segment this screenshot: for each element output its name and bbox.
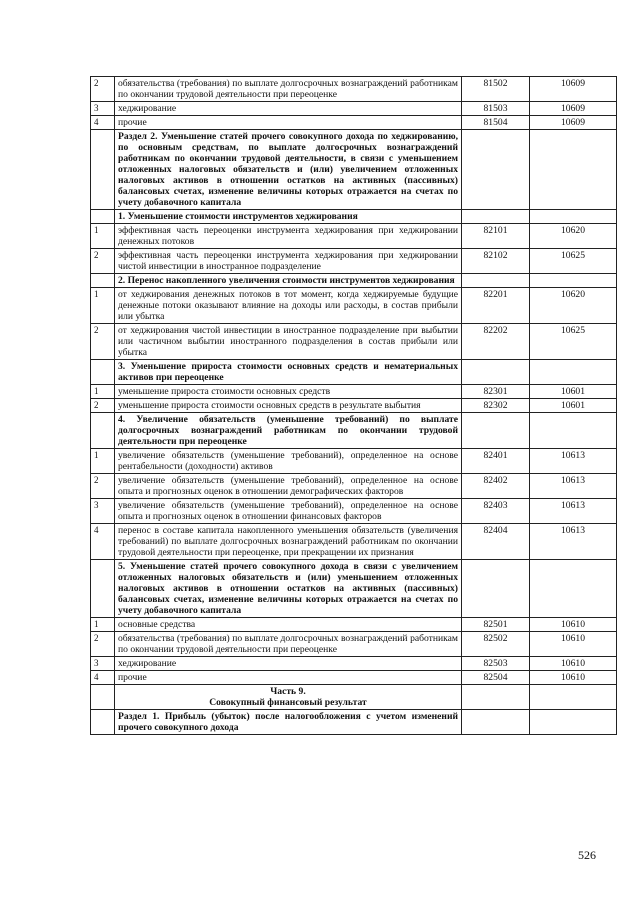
row-number [91, 274, 115, 288]
section-heading-row [91, 130, 617, 210]
row-number: 1 [91, 288, 115, 324]
table-row [91, 385, 617, 399]
table-row [91, 618, 617, 632]
row-number [91, 685, 115, 710]
row-text: уменьшение прироста стоимости основных средств в результате выбытия [115, 399, 462, 413]
row-number: 2 [91, 399, 115, 413]
account-number: 10613 [530, 474, 617, 499]
chart-of-accounts-table [90, 76, 617, 735]
symbol-code: 82202 [462, 324, 530, 360]
account-number: 10613 [530, 499, 617, 524]
row-number: 1 [91, 449, 115, 474]
account-number [530, 210, 617, 224]
account-number: 10620 [530, 224, 617, 249]
account-number [530, 274, 617, 288]
table-body [91, 77, 617, 735]
account-number [530, 360, 617, 385]
row-text: увеличение обязательств (уменьшение требований), определенное на основе опыта и прогнозных оценок в отношении финансовых факторов [115, 499, 462, 524]
table-row [91, 474, 617, 499]
row-number [91, 710, 115, 735]
row-text: Раздел 1. Прибыль (убыток) после налогообложения с учетом изменений прочего совокупного дохода [115, 710, 462, 735]
account-number: 10610 [530, 657, 617, 671]
account-number [530, 130, 617, 210]
row-number: 1 [91, 224, 115, 249]
account-number: 10601 [530, 385, 617, 399]
symbol-code [462, 560, 530, 618]
symbol-code: 81502 [462, 77, 530, 102]
row-text: основные средства [115, 618, 462, 632]
table-row [91, 102, 617, 116]
symbol-code [462, 710, 530, 735]
symbol-code: 82504 [462, 671, 530, 685]
row-number: 4 [91, 524, 115, 560]
table-row [91, 288, 617, 324]
page-number: 526 [578, 848, 596, 862]
symbol-code: 82102 [462, 249, 530, 274]
section-heading-row [91, 274, 617, 288]
symbol-code [462, 360, 530, 385]
row-text: увеличение обязательств (уменьшение требований), определенное на основе рентабельности (доходности) активов [115, 449, 462, 474]
row-text: обязательства (требования) по выплате долгосрочных вознаграждений работникам по окончании трудовой деятельности при переоценке [115, 77, 462, 102]
row-number: 1 [91, 618, 115, 632]
account-number [530, 685, 617, 710]
row-text: эффективная часть переоценки инструмента хеджирования при хеджировании денежных потоков [115, 224, 462, 249]
symbol-code: 82501 [462, 618, 530, 632]
table-row [91, 524, 617, 560]
row-text: прочие [115, 671, 462, 685]
symbol-code: 82402 [462, 474, 530, 499]
table-row [91, 399, 617, 413]
table-row [91, 324, 617, 360]
table-row [91, 632, 617, 657]
row-number: 2 [91, 474, 115, 499]
row-number [91, 130, 115, 210]
table-row [91, 116, 617, 130]
section-heading-row [91, 413, 617, 449]
row-number [91, 360, 115, 385]
table-row [91, 249, 617, 274]
account-number: 10610 [530, 671, 617, 685]
section-heading-row [91, 210, 617, 224]
symbol-code: 82301 [462, 385, 530, 399]
row-text: прочие [115, 116, 462, 130]
account-number: 10609 [530, 116, 617, 130]
table-row [91, 224, 617, 249]
row-text: Часть 9. Совокупный финансовый результат [115, 685, 462, 710]
row-number [91, 413, 115, 449]
account-number [530, 413, 617, 449]
table-row [91, 77, 617, 102]
account-number: 10610 [530, 632, 617, 657]
part-heading-row [91, 685, 617, 710]
symbol-code: 82503 [462, 657, 530, 671]
row-number: 4 [91, 671, 115, 685]
row-number: 3 [91, 102, 115, 116]
account-number: 10625 [530, 249, 617, 274]
row-text: эффективная часть переоценки инструмента хеджирования при хеджировании чистой инвестиции в иностранное подразделение [115, 249, 462, 274]
row-text: 4. Увеличение обязательств (уменьшение требований) по выплате долгосрочных вознаграждений работникам по окончании трудовой деятельности при переоценке [115, 413, 462, 449]
account-number: 10613 [530, 449, 617, 474]
row-number: 1 [91, 385, 115, 399]
section-heading-row [91, 360, 617, 385]
row-text: обязательства (требования) по выплате долгосрочных вознаграждений работникам по окончании трудовой деятельности при переоценке [115, 632, 462, 657]
row-text: 3. Уменьшение прироста стоимости основных средств и нематериальных активов при переоценке [115, 360, 462, 385]
symbol-code [462, 413, 530, 449]
symbol-code: 82404 [462, 524, 530, 560]
account-number: 10609 [530, 77, 617, 102]
row-text: 5. Уменьшение статей прочего совокупного дохода в связи с увеличением отложенных налоговых обязательств и (или) уменьшением отложенных налоговых активов в отношении остатков на активных (пассивных) балансовых счетах, изменение величины которых отражается на счетах по учету добавочного капитала [115, 560, 462, 618]
section-heading-row [91, 560, 617, 618]
symbol-code [462, 274, 530, 288]
row-number: 2 [91, 249, 115, 274]
row-number [91, 560, 115, 618]
row-number [91, 210, 115, 224]
table-row [91, 499, 617, 524]
table-row [91, 657, 617, 671]
symbol-code [462, 130, 530, 210]
account-number: 10620 [530, 288, 617, 324]
row-text: Раздел 2. Уменьшение статей прочего совокупного дохода по хеджированию, по основным средствам, по выплате долгосрочных вознаграждений работникам по окончании трудовой деятельности, в связи с уменьшением отложенных налоговых обязательств и (или) увеличением отложенных налоговых активов в отношении остатков на активных (пассивных) балансовых счетах, изменение величины которых отражается на счетах по учету добавочного капитала [115, 130, 462, 210]
symbol-code: 82403 [462, 499, 530, 524]
section-heading-row [91, 710, 617, 735]
table-row [91, 449, 617, 474]
row-text: уменьшение прироста стоимости основных средств [115, 385, 462, 399]
row-text: увеличение обязательств (уменьшение требований), определенное на основе опыта и прогнозных оценок в отношении демографических факторов [115, 474, 462, 499]
row-number: 3 [91, 499, 115, 524]
account-number: 10610 [530, 618, 617, 632]
row-number: 2 [91, 324, 115, 360]
account-number: 10601 [530, 399, 617, 413]
account-number [530, 710, 617, 735]
row-number: 4 [91, 116, 115, 130]
row-number: 2 [91, 632, 115, 657]
symbol-code [462, 685, 530, 710]
row-text: хеджирование [115, 102, 462, 116]
account-number: 10625 [530, 324, 617, 360]
row-text: 2. Перенос накопленного увеличения стоимости инструментов хеджирования [115, 274, 462, 288]
symbol-code: 82502 [462, 632, 530, 657]
symbol-code: 81504 [462, 116, 530, 130]
symbol-code: 82302 [462, 399, 530, 413]
symbol-code: 82201 [462, 288, 530, 324]
table-row [91, 671, 617, 685]
row-number: 2 [91, 77, 115, 102]
account-number: 10613 [530, 524, 617, 560]
row-text: 1. Уменьшение стоимости инструментов хеджирования [115, 210, 462, 224]
row-text: перенос в составе капитала накопленного уменьшения обязательств (увеличения требований) по выплате долгосрочных вознаграждений работникам по окончании трудовой деятельности при переоценке, при прекращении их признания [115, 524, 462, 560]
row-text: хеджирование [115, 657, 462, 671]
symbol-code: 82401 [462, 449, 530, 474]
symbol-code: 81503 [462, 102, 530, 116]
row-number: 3 [91, 657, 115, 671]
row-text: от хеджирования денежных потоков в тот момент, когда хеджируемые будущие денежные потоки оказывают влияние на доходы или расходы, в состав прибыли или убытка [115, 288, 462, 324]
account-number [530, 560, 617, 618]
symbol-code [462, 210, 530, 224]
symbol-code: 82101 [462, 224, 530, 249]
row-text: от хеджирования чистой инвестиции в иностранное подразделение при выбытии или частичном выбытии иностранного подразделения в состав прибыли или убытка [115, 324, 462, 360]
account-number: 10609 [530, 102, 617, 116]
